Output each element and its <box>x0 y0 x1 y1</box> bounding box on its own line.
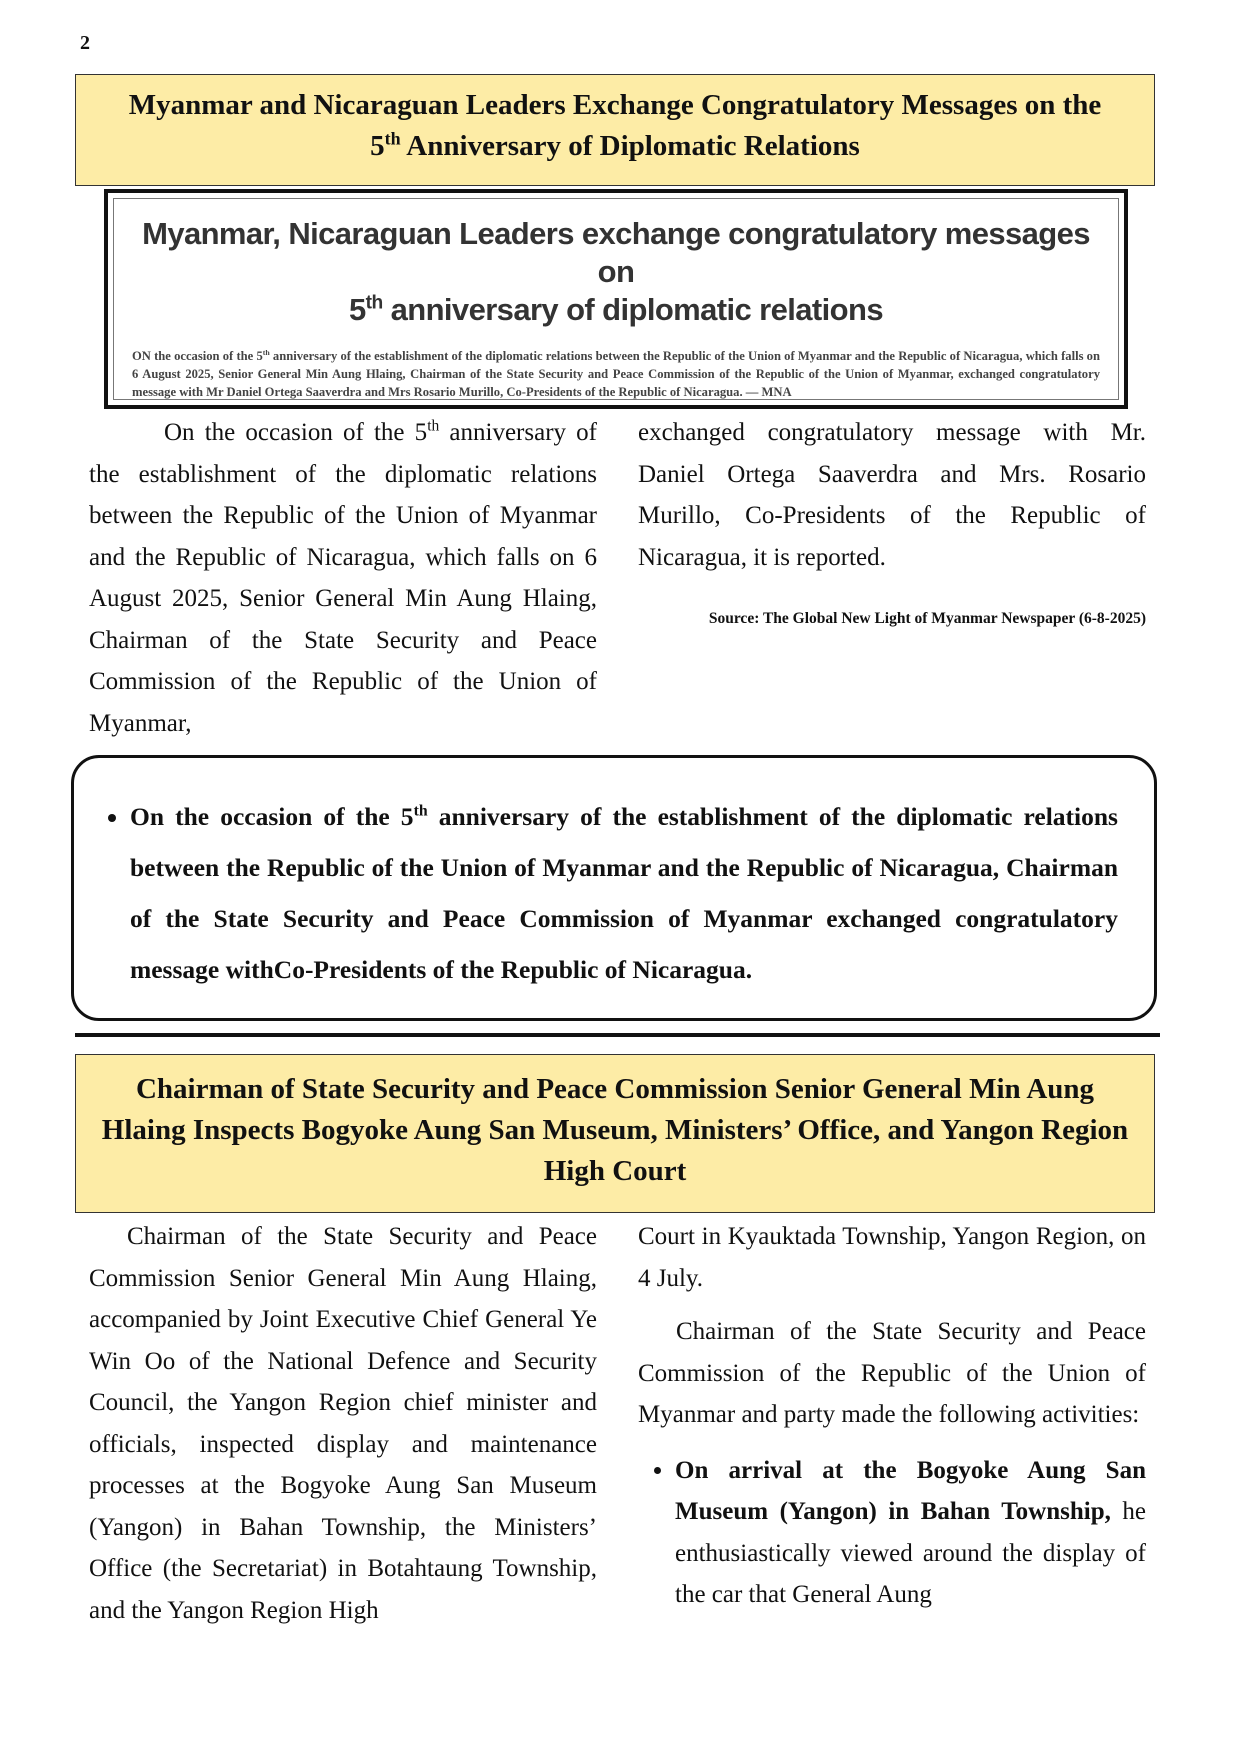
article-title-inspection: Chairman of State Security and Peace Commission Senior General Min Aung Hlaing Inspects Bogyoke Aung San Museum, Ministers’ Office, and Yangon Region High Court <box>75 1054 1155 1213</box>
clipping-body-rest: anniversary of the establishment of the diplomatic relations between the Republic of the Union of Myanmar and the Republic of Nicaragua, which falls on 6 August 2025, Senior General Min Aung Hlaing, Chairman of the State Security and Peace Commission of the Republic of the Union of Myanmar, exchanged congratulatory message with Mr Daniel Ortega Saaverdra and Mrs Rosario Murillo, Co-Presidents of the Republic of Nicaragua. — MNA <box>132 349 1100 399</box>
article2-paragraph-continued: Court in Kyauktada Township, Yangon Region, on 4 July. <box>638 1223 1146 1292</box>
clipping-headline-rest: anniversary of diplomatic relations <box>382 292 883 327</box>
clipping-headline-number: 5 <box>349 292 366 327</box>
article-title-nicaragua <box>75 74 1155 186</box>
clipping-body <box>132 347 1100 401</box>
page-number: 2 <box>80 32 90 54</box>
article-title-line: Myanmar and Nicaraguan Leaders Exchange Congratulatory Messages on the <box>128 89 1102 121</box>
article1-left-column <box>89 412 597 744</box>
title-remainder: Anniversary of Diplomatic Relations <box>400 130 860 162</box>
summary-sup: th <box>413 802 428 820</box>
activity-item <box>675 1450 1146 1616</box>
summary-bullet <box>130 791 1118 995</box>
article2-paragraph: Chairman of the State Security and Peace Commission Senior General Min Aung Hlaing, accompanied by Joint Executive Chief General Ye Win Oo of the National Defence and Security Council, the Yangon Region chief minister and officials, inspected display and maintenance processes at the Bogyoke Aung San Museum (Yangon) in Bahan Township, the Ministers’ Office (the Secretariat) in Botahtaung Township, and the Yangon Region High <box>89 1223 597 1624</box>
article1-right-column <box>638 412 1146 640</box>
activities-list <box>638 1450 1146 1616</box>
clipping-frame <box>113 198 1119 400</box>
article2-left-column <box>89 1216 597 1631</box>
newspaper-clipping <box>104 189 1128 409</box>
title-number: 5 <box>370 130 385 162</box>
clipping-body-sup: th <box>262 347 270 357</box>
para-start: On the occasion of the 5 <box>164 419 428 446</box>
article1-paragraph-continued: exchanged congratulatory message with Mr. Daniel Ortega Saaverdra and Mrs. Rosario Murillo, Co-Presidents of the Republic of Nicaragua, it is reported. <box>638 419 1146 571</box>
para-sup: th <box>427 417 440 435</box>
article2-right-column <box>638 1216 1146 1616</box>
summary-list <box>74 791 1154 995</box>
para-rest: anniversary of the establishment of the diplomatic relations between the Republic of the Union of Myanmar and the Republic of Nicaragua, which falls on 6 August 2025, Senior General Min Aung Hlaing, Chairman of the State Security and Peace Commission of the Republic of the Union of Myanmar, <box>89 419 597 737</box>
article1-paragraph <box>89 412 597 744</box>
summary-start: On the occasion of the 5 <box>130 802 414 831</box>
title-superscript: th <box>384 128 401 149</box>
clipping-headline-sup: th <box>365 292 383 314</box>
clipping-headline-line: Myanmar, Nicaraguan Leaders exchange congratulatory messages on <box>142 216 1090 289</box>
activity-text: he enthusiastically viewed around the display of the car that General Aung <box>675 1498 1146 1608</box>
clipping-body-start: ON the occasion of the 5 <box>132 349 263 363</box>
source-citation: Source: The Global New Light of Myanmar Newspaper (6-8-2025) <box>708 610 1146 627</box>
activity-heading: On arrival at the Bogyoke Aung San Museum (Yangon) in Bahan Township, <box>675 1456 1146 1525</box>
section-divider <box>75 1033 1160 1037</box>
article2-activities-intro: Chairman of the State Security and Peace Commission of the Republic of the Union of Myanmar and party made the following activities: <box>638 1318 1146 1428</box>
clipping-headline <box>132 215 1100 329</box>
summary-rest: anniversary of the establishment of the diplomatic relations between the Republic of the Union of Myanmar and the Republic of Nicaragua, Chairman of the State Security and Peace Commission of Myanmar exchanged congratulatory message withCo-Presidents of the Republic of Nicaragua. <box>130 802 1118 984</box>
summary-box <box>71 755 1157 1021</box>
